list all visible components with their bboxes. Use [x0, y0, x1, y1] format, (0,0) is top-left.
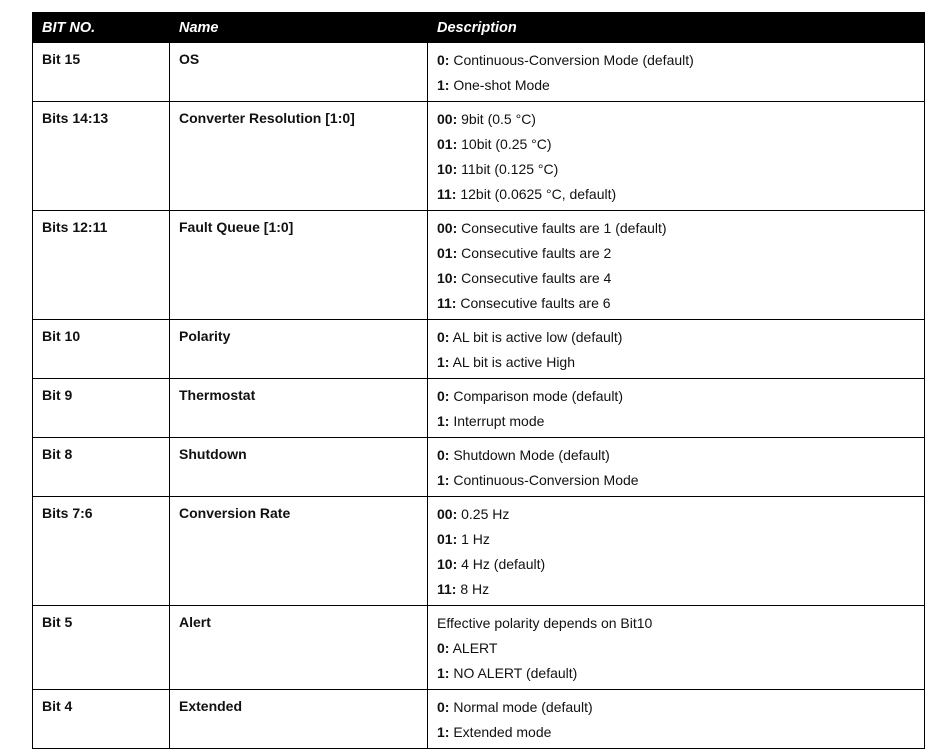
bit-number-cell: Bit 9: [33, 379, 170, 438]
description-line: [437, 182, 918, 207]
description-cell: [428, 690, 925, 749]
description-cell: [428, 43, 925, 102]
description-line: [437, 48, 918, 73]
table-row: [33, 102, 925, 211]
value-code: 00:: [437, 220, 458, 236]
value-meaning: Consecutive faults are 6: [456, 295, 611, 311]
table-row: [33, 497, 925, 606]
table-row: [33, 320, 925, 379]
value-meaning: Normal mode (default): [449, 699, 593, 715]
value-code: 1:: [437, 724, 450, 740]
value-meaning: Interrupt mode: [449, 413, 545, 429]
field-name-cell: Alert: [170, 606, 428, 690]
description-line: [437, 350, 918, 375]
description-cell: [428, 497, 925, 606]
bit-number-cell: Bit 5: [33, 606, 170, 690]
description-cell: [428, 102, 925, 211]
value-code: 10:: [437, 161, 458, 177]
value-meaning: NO ALERT (default): [449, 665, 578, 681]
field-name-cell: Extended: [170, 690, 428, 749]
column-header-bit-no: BIT NO.: [33, 13, 170, 43]
value-code: 0:: [437, 699, 450, 715]
table-row: [33, 379, 925, 438]
field-name-cell: Thermostat: [170, 379, 428, 438]
value-code: 11:: [437, 581, 457, 597]
value-meaning: AL bit is active High: [449, 354, 575, 370]
description-cell: [428, 211, 925, 320]
field-name-cell: Converter Resolution [1:0]: [170, 102, 428, 211]
description-line: [437, 291, 918, 316]
value-meaning: AL bit is active low (default): [449, 329, 623, 345]
column-header-name: Name: [170, 13, 428, 43]
description-line: [437, 695, 918, 720]
value-code: 01:: [437, 531, 458, 547]
value-meaning: Consecutive faults are 4: [457, 270, 612, 286]
bit-number-cell: Bits 7:6: [33, 497, 170, 606]
table-header-row: [33, 13, 925, 43]
value-meaning: Comparison mode (default): [449, 388, 623, 404]
field-name-cell: Polarity: [170, 320, 428, 379]
description-line: [437, 107, 918, 132]
value-code: 0:: [437, 329, 450, 345]
value-code: 00:: [437, 506, 458, 522]
table-row: [33, 438, 925, 497]
bit-number-cell: Bit 4: [33, 690, 170, 749]
value-meaning: Effective polarity depends on Bit10: [437, 615, 653, 631]
value-meaning: ALERT: [449, 640, 498, 656]
description-cell: [428, 320, 925, 379]
value-meaning: Consecutive faults are 1 (default): [457, 220, 667, 236]
bit-number-cell: Bits 12:11: [33, 211, 170, 320]
value-meaning: 8 Hz: [456, 581, 490, 597]
value-meaning: 9bit (0.5 °C): [457, 111, 536, 127]
value-code: 01:: [437, 245, 458, 261]
value-code: 11:: [437, 186, 457, 202]
description-line: [437, 157, 918, 182]
register-bit-table: [32, 12, 925, 749]
value-meaning: 12bit (0.0625 °C, default): [456, 186, 617, 202]
description-line: [437, 552, 918, 577]
description-line: [437, 216, 918, 241]
description-line: [437, 661, 918, 686]
description-line: [437, 527, 918, 552]
value-meaning: 11bit (0.125 °C): [457, 161, 559, 177]
bit-number-cell: Bits 14:13: [33, 102, 170, 211]
value-code: 10:: [437, 270, 458, 286]
column-header-description: Description: [428, 13, 925, 43]
value-code: 0:: [437, 640, 450, 656]
table-row: [33, 690, 925, 749]
value-code: 1:: [437, 77, 450, 93]
value-code: 11:: [437, 295, 457, 311]
value-meaning: 10bit (0.25 °C): [457, 136, 552, 152]
description-cell: [428, 379, 925, 438]
value-code: 10:: [437, 556, 458, 572]
value-meaning: Extended mode: [449, 724, 552, 740]
value-code: 1:: [437, 354, 450, 370]
description-line: [437, 266, 918, 291]
value-code: 00:: [437, 111, 458, 127]
value-meaning: Consecutive faults are 2: [457, 245, 612, 261]
value-code: 1:: [437, 665, 450, 681]
bit-number-cell: Bit 10: [33, 320, 170, 379]
description-line: [437, 577, 918, 602]
value-code: 0:: [437, 388, 450, 404]
table-body: [33, 43, 925, 749]
value-code: 01:: [437, 136, 458, 152]
value-code: 0:: [437, 447, 450, 463]
value-meaning: Shutdown Mode (default): [449, 447, 610, 463]
description-line: [437, 502, 918, 527]
description-line: [437, 468, 918, 493]
table-row: [33, 606, 925, 690]
description-line: [437, 325, 918, 350]
value-meaning: 0.25 Hz: [457, 506, 510, 522]
description-line: [437, 611, 918, 636]
value-code: 1:: [437, 472, 450, 488]
description-line: [437, 384, 918, 409]
bit-number-cell: Bit 15: [33, 43, 170, 102]
bit-number-cell: Bit 8: [33, 438, 170, 497]
value-meaning: One-shot Mode: [449, 77, 550, 93]
value-code: 0:: [437, 52, 450, 68]
description-line: [437, 132, 918, 157]
description-line: [437, 720, 918, 745]
value-meaning: 1 Hz: [457, 531, 490, 547]
value-meaning: Continuous-Conversion Mode (default): [449, 52, 694, 68]
table-row: [33, 43, 925, 102]
value-code: 1:: [437, 413, 450, 429]
field-name-cell: Fault Queue [1:0]: [170, 211, 428, 320]
description-line: [437, 636, 918, 661]
description-line: [437, 443, 918, 468]
description-line: [437, 409, 918, 434]
value-meaning: Continuous-Conversion Mode: [449, 472, 639, 488]
cut-off-caption: [0, 0, 947, 5]
description-line: [437, 73, 918, 98]
description-cell: [428, 606, 925, 690]
description-line: [437, 241, 918, 266]
field-name-cell: OS: [170, 43, 428, 102]
field-name-cell: Conversion Rate: [170, 497, 428, 606]
field-name-cell: Shutdown: [170, 438, 428, 497]
table-row: [33, 211, 925, 320]
description-cell: [428, 438, 925, 497]
value-meaning: 4 Hz (default): [457, 556, 546, 572]
